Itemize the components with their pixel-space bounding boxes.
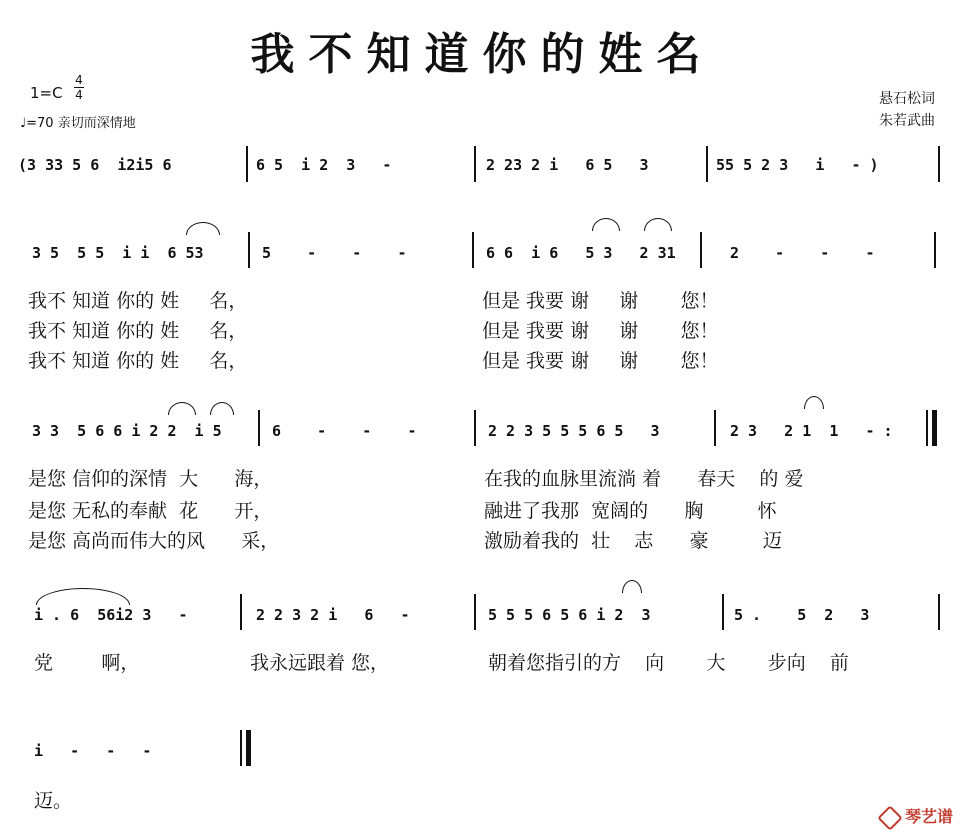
row1-measure1: (3 33 5 6 i2i5 6 <box>18 156 172 174</box>
row3-lyric1b: 在我的血脉里流淌 着 春天 的 爱 <box>484 468 804 490</box>
row2-lyric3b: 但是 我要 谢 谢 您！ <box>482 350 719 372</box>
row1-measure2: 6 5 i 2 3 - <box>256 156 392 174</box>
row3-lyric2b: 融进了我那 宽阔的 胸 怀 <box>484 500 777 522</box>
time-top: 4 <box>75 73 83 87</box>
row5-lyric: 迈。 <box>34 790 73 812</box>
key-signature: 1=C <box>30 84 63 102</box>
watermark-logo <box>881 804 953 827</box>
tempo-marking: ♩=70 亲切而深情地 <box>20 116 136 131</box>
row2-measure3: 6 6 i 6 5 3 2 31 <box>486 244 676 262</box>
row2-measure2: 5 - - - <box>262 244 407 262</box>
row4-measure3: 5 5 5 6 5 6 i 2 3 <box>488 606 651 624</box>
time-signature <box>74 74 84 101</box>
row4-measure1: i . 6 56i2 3 - <box>34 606 188 624</box>
row2-measure1: 3 5 5 5 i i 6 53 <box>32 244 204 262</box>
row3-lyric2a: 是您 无私的奉献 花 开， <box>28 500 273 522</box>
row4-measure4: 5 . 5 2 3 <box>734 606 870 624</box>
row1-measure3: 2 23 2 i 6 5 3 <box>486 156 649 174</box>
row4-lyric-b: 我永远跟着 您， <box>250 652 390 674</box>
watermark-text: 琴艺谱 <box>904 807 953 826</box>
row2-lyric2a: 我不 知道 你的 姓 名， <box>28 320 248 342</box>
row5-measure1: i - - - <box>34 742 152 760</box>
time-bottom: 4 <box>75 88 83 102</box>
row3-measure3: 2 2 3 5 5 5 6 5 3 <box>488 422 660 440</box>
credits <box>879 88 935 132</box>
row3-measure4: 2 3 2 1 1 - : <box>730 422 893 440</box>
composer: 朱若武曲 <box>879 113 935 129</box>
row4-lyric-a: 党 啊， <box>34 652 140 674</box>
row2-lyric2b: 但是 我要 谢 谢 您！ <box>482 320 719 342</box>
row3-lyric3b: 激励着我的 壮 志 豪 迈 <box>484 530 782 552</box>
row3-measure1: 3 3 5 6 6 i 2 2 i 5 <box>32 422 222 440</box>
song-title: 我不知道你的姓名 <box>250 29 715 80</box>
row3-lyric1a: 是您 信仰的深情 大 海， <box>28 468 273 490</box>
row2-lyric3a: 我不 知道 你的 姓 名， <box>28 350 248 372</box>
row1-measure4: 55 5 2 3 i - ) <box>716 156 879 174</box>
row4-lyric-c: 朝着您指引的方 向 大 步向 前 <box>488 652 849 674</box>
row2-measure4: 2 - - - <box>730 244 875 262</box>
lyricist: 悬石松词 <box>879 91 935 107</box>
logo-icon <box>877 805 902 830</box>
row2-lyric1b: 但是 我要 谢 谢 您！ <box>482 290 719 312</box>
row3-lyric3a: 是您 高尚而伟大的风 采， <box>28 530 280 552</box>
row2-lyric1a: 我不 知道 你的 姓 名， <box>28 290 248 312</box>
row4-measure2: 2 2 3 2 i 6 - <box>256 606 410 624</box>
row3-measure2: 6 - - - <box>272 422 417 440</box>
